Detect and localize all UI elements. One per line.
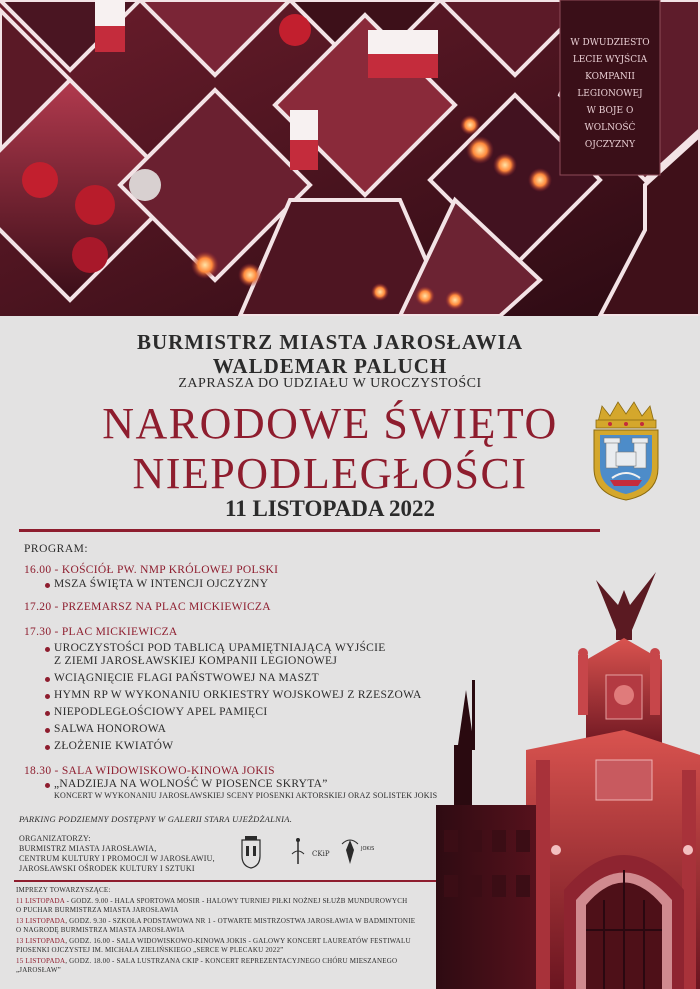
accompanying-date: 13 LISTOPADA xyxy=(16,936,66,945)
svg-text:KOMPANII: KOMPANII xyxy=(585,72,635,82)
program-event-2: 17.20 - PRZEMARSZ NA PLAC MICKIEWICZA xyxy=(24,601,271,613)
accompanying-events xyxy=(16,886,441,976)
organizers-heading: ORGANIZATORZY: xyxy=(19,834,91,843)
ckip-logo-icon xyxy=(292,838,330,864)
svg-text:CKiP: CKiP xyxy=(312,850,330,858)
program-item-continued: KONCERT W WYKONANIU JAROSŁAWSKIEJ SCENY PIOSENKI AKTORSKIEJ ORAZ SOLISTEK JOKIS xyxy=(54,791,438,800)
mayor-title: BURMISTRZ MIASTA JAROSŁAWIA xyxy=(136,330,523,354)
accompanying-date: 11 LISTOPADA xyxy=(16,896,65,905)
event-time: 18.30 xyxy=(24,765,52,777)
accompanying-date: 15 LISTOPADA xyxy=(16,956,66,965)
svg-text:WOLNOŚĆ: WOLNOŚĆ xyxy=(584,123,636,133)
city-crest-icon xyxy=(242,836,260,868)
accompanying-text: , GODZ. 9.30 - SZKOŁA PODSTAWOWA NR 1 - OTWARTE MISTRZOSTWA JAROSŁAWIA W BADMINTONIE xyxy=(65,916,416,925)
program-event-4: 18.30 - SALA WIDOWISKOWO-KINOWA JOKIS xyxy=(24,765,275,777)
event-time: 16.00 xyxy=(24,564,52,576)
program-item: SALWA HONOROWA xyxy=(54,723,167,735)
program-item: NIEPODLEGŁOŚCIOWY APEL PAMIĘCI xyxy=(54,706,268,718)
photo-collage xyxy=(0,0,700,316)
program-event-3: 17.30 - PLAC MICKIEWICZA xyxy=(24,626,178,638)
program-item: HYMN RP W WYKONANIU ORKIESTRY WOJSKOWEJ Z RZESZOWA xyxy=(54,689,422,701)
parking-note: PARKING PODZIEMNY DOSTĘPNY W GALERII STARA UJEŻDŻALNIA. xyxy=(19,814,293,824)
program-item: WCIĄGNIĘCIE FLAGI PAŃSTWOWEJ NA MASZT xyxy=(54,672,319,684)
collage-diamonds xyxy=(0,0,700,316)
accompanying-item xyxy=(16,897,441,907)
svg-text:OJCZYZNY: OJCZYZNY xyxy=(584,140,636,150)
accompanying-item xyxy=(16,917,441,927)
program-item-continued: Z ZIEMI JAROSŁAWSKIEJ KOMPANII LEGIONOWEJ xyxy=(54,655,338,667)
svg-text:W DWUDZIESTO: W DWUDZIESTO xyxy=(570,38,650,48)
logos-strip xyxy=(238,834,388,870)
organizer-line: JAROSŁAWSKI OŚRODEK KULTURY I SZTUKI xyxy=(19,864,195,873)
program-event-1: 16.00 - KOŚCIÓŁ PW. NMP KRÓLOWEJ POLSKI xyxy=(24,564,279,576)
organizer-line: CENTRUM KULTURY I PROMOCJI W JAROSŁAWIU, xyxy=(19,854,215,863)
event-title-line2: NIEPODLEGŁOŚCI xyxy=(132,449,528,498)
accompanying-text: , GODZ. 18.00 - SALA LUSTRZANA CKIP - KONCERT REPREZENTACYJNEGO CHÓRU MIESZANEGO „JAROSŁAW” xyxy=(16,956,398,974)
program-item: UROCZYSTOŚCI POD TABLICĄ UPAMIĘTNIAJĄCĄ WYJŚCIE xyxy=(54,642,386,654)
svg-text:JOKiS: JOKiS xyxy=(361,846,375,852)
event-place: KOŚCIÓŁ PW. NMP KRÓLOWEJ POLSKI xyxy=(61,564,279,576)
coat-of-arms-icon xyxy=(588,398,664,502)
accompanying-item xyxy=(16,937,441,947)
accompanying-date: 13 LISTOPADA xyxy=(16,916,66,925)
event-title-line1: NARODOWE ŚWIĘTO xyxy=(102,399,558,448)
program-item: ZŁOŻENIE KWIATÓW xyxy=(54,740,174,752)
event-time: 17.20 xyxy=(24,601,52,613)
accompanying-item-cont: PIOSENKI OJCZYSTEJ IM. MICHAŁA ZIELIŃSKIEGO „SERCE W PLECAKU 2022” xyxy=(16,946,284,954)
building-illustration xyxy=(436,560,700,989)
accompanying-item-cont: O PUCHAR BURMISTRZA MIASTA JAROSŁAWIA xyxy=(16,906,179,914)
joks-logo-icon xyxy=(342,840,374,864)
collage-plaque xyxy=(560,0,660,175)
event-time: 17.30 xyxy=(24,626,52,638)
svg-text:LEGIONOWEJ: LEGIONOWEJ xyxy=(577,89,643,99)
program-heading: PROGRAM: xyxy=(24,543,89,555)
event-place: PRZEMARSZ NA PLAC MICKIEWICZA xyxy=(61,601,271,613)
svg-text:LECIE WYJŚCIA: LECIE WYJŚCIA xyxy=(572,55,648,65)
eagle-statue xyxy=(596,572,656,640)
mayor-name: WALDEMAR PALUCH xyxy=(212,354,448,378)
invitation-text: ZAPRASZA DO UDZIAŁU W UROCZYSTOŚCI xyxy=(178,376,482,391)
accompanying-heading: IMPREZY TOWARZYSZĄCE: xyxy=(16,886,111,894)
footer-divider xyxy=(14,880,445,882)
program-item: „NADZIEJA NA WOLNOŚĆ W PIOSENCE SKRYTA” xyxy=(54,778,328,790)
organizers xyxy=(19,834,215,874)
accompanying-text: , GODZ. 16.00 - SALA WIDOWISKOWO-KINOWA JOKIS - GALOWY KONCERT LAUREATÓW FESTIWALU xyxy=(65,936,411,945)
accompanying-item xyxy=(16,957,441,976)
header-divider xyxy=(19,529,600,532)
organizer-line: BURMISTRZ MIASTA JAROSŁAWIA, xyxy=(19,844,157,853)
organizer-logos xyxy=(238,834,388,870)
accompanying-text: - GODZ. 9.00 - HALA SPORTOWA MOSIR - HALOWY TURNIEJ PIŁKI NOŻNEJ SŁUŻB MUNDUROWYCH xyxy=(64,896,408,905)
svg-text:W BOJE O: W BOJE O xyxy=(586,106,634,116)
program-item: MSZA ŚWIĘTA W INTENCJI OJCZYZNY xyxy=(54,578,269,590)
event-place: SALA WIDOWISKOWO-KINOWA JOKIS xyxy=(61,765,275,777)
event-place: PLAC MICKIEWICZA xyxy=(61,626,178,638)
accompanying-item-cont: O NAGRODĘ BURMISTRZA MIASTA JAROSŁAWIA xyxy=(16,926,185,934)
event-date: 11 LISTOPADA 2022 xyxy=(224,496,436,521)
